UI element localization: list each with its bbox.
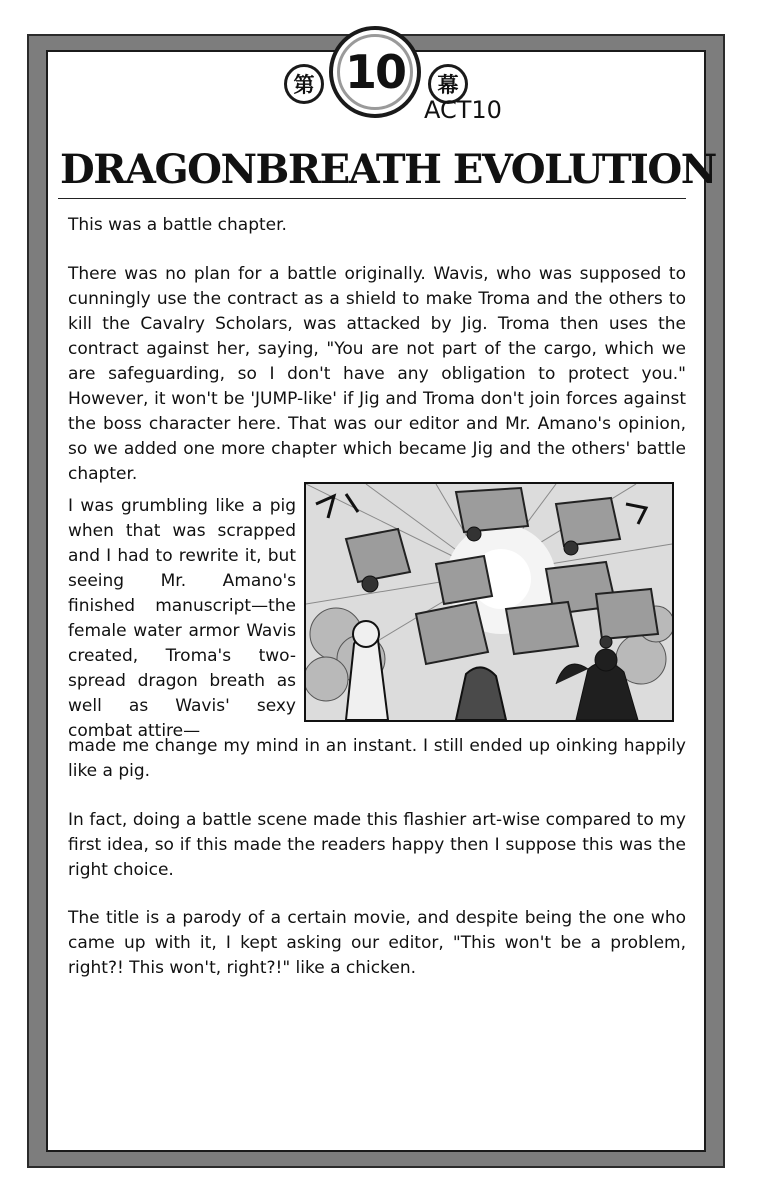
paragraph-intro: This was a battle chapter. — [68, 215, 287, 235]
battle-scene-illustration — [306, 484, 672, 720]
title-underline-divider — [58, 198, 686, 199]
kanji-maku-circle: 幕 — [428, 64, 468, 104]
chapter-title: DRAGONBREATH EVOLUTION — [60, 146, 716, 193]
chapter-number-circle — [329, 26, 421, 118]
paragraph-title-parody: The title is a parody of a certain movie, and despite being the one who came up with it, I kept asking our editor, "This won't be a problem, right?! This won't, right?!" like a chicken. — [68, 908, 686, 978]
act-label: ACT10 — [424, 96, 502, 124]
paragraph-battle-origin: There was no plan for a battle originally. Wavis, who was supposed to cunningly use the contract as a shield to make Troma and the others to kill the Cavalry Scholars, was attacked by Jig. Troma then uses the contract against her, saying, "You are not part of the cargo, which we are safeguarding, so I don't have any obligation to protect you." However, it won't be 'JUMP-like' if Jig and Troma don't join forces against the boss character here. That was our editor and Mr. Amano's opinion, so we added one more chapter which became Jig and the others' battle chapter. — [68, 264, 686, 484]
paragraph-grumbling-continued: made me change my mind in an instant. I still ended up oinking happily like a pig. — [68, 736, 686, 781]
chapter-number: 10 — [344, 45, 405, 99]
kanji-dai-circle: 第 — [284, 64, 324, 104]
manga-illustration-panel — [304, 482, 674, 722]
paragraph-grumbling-wrapped: I was grumbling like a pig when that was scrapped and I had to rewrite it, but seeing Mr. Amano's finished manuscript—the female water armor Wavis created, Troma's two-spread dragon breath as well as Wavis' sexy combat attire— — [68, 496, 296, 741]
paragraph-flashier-art: In fact, doing a battle scene made this flashier art-wise compared to my first idea, so if this made the readers happy then I suppose this was the right choice. — [68, 810, 686, 880]
